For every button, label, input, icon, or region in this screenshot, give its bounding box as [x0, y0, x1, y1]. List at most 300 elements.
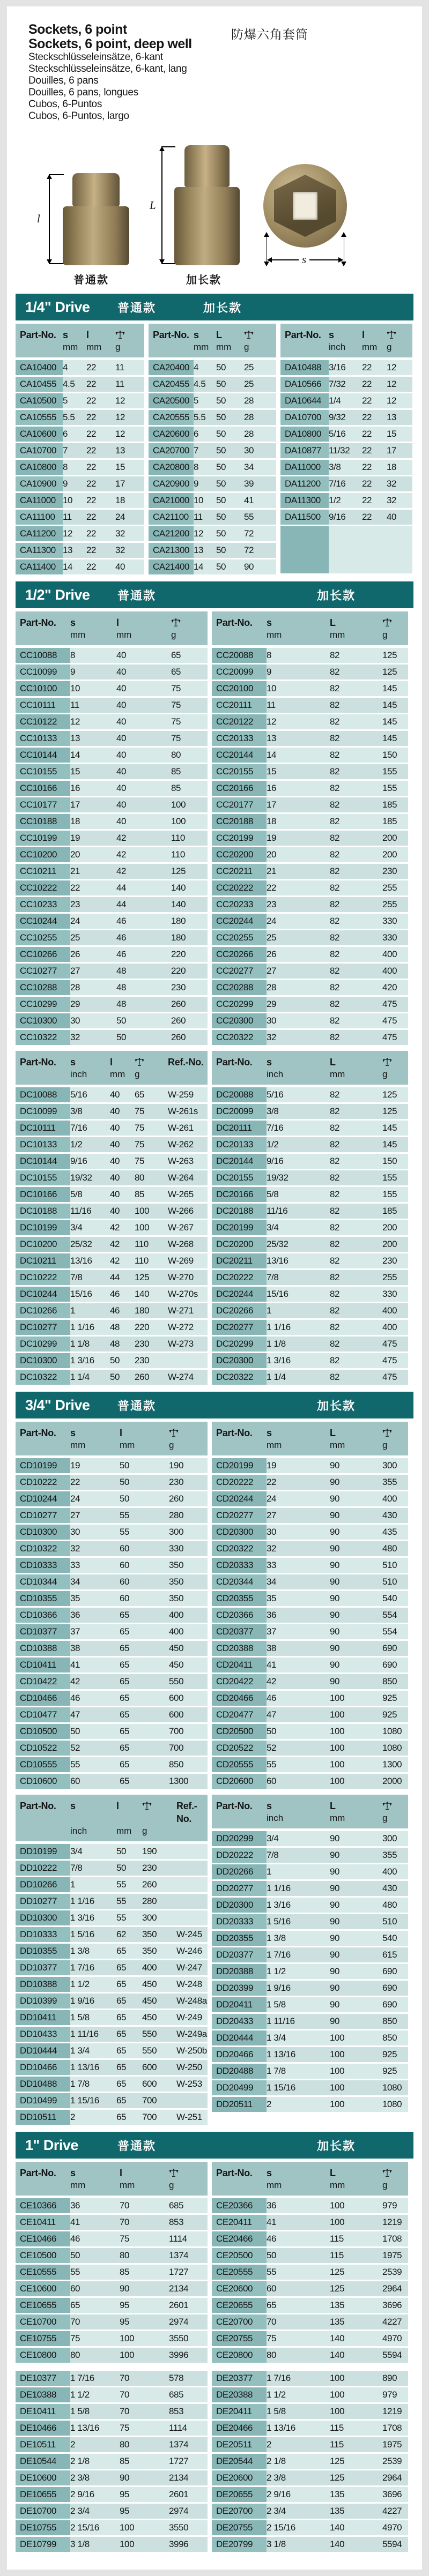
cell-value: 2974 [169, 2506, 189, 2516]
table-row [280, 377, 412, 392]
table-row [212, 2348, 408, 2363]
table-row [16, 377, 144, 392]
cell-value: 82 [330, 1189, 340, 1199]
cell-value: 20 [267, 849, 277, 860]
cell-value: 100 [120, 2333, 135, 2343]
table-row [16, 360, 144, 375]
title-fr-long: Douilles, 6 pans, longues [28, 87, 138, 98]
table-row [16, 2331, 208, 2346]
part-number: DC10300 [16, 1353, 70, 1368]
cell-value: 260 [171, 999, 186, 1009]
cell-value: 14 [194, 562, 204, 572]
cell-value: 50 [70, 2250, 80, 2260]
cell-value: 260 [171, 1016, 186, 1026]
column-header: Part-No. [216, 1428, 253, 1438]
cell-value: 400 [382, 1866, 397, 1877]
table-row [149, 543, 276, 558]
part-number: CE10555 [16, 2265, 70, 2280]
cell-value: 350 [169, 1593, 184, 1603]
part-number: CC20144 [212, 748, 267, 763]
cell-value: 1 7/16 [267, 1950, 291, 1960]
table-row [16, 797, 208, 812]
cell-value: 75 [135, 1139, 145, 1149]
column-header: Part-No. [216, 1057, 253, 1067]
cell-value: 65 [135, 1089, 145, 1100]
cell-value: 145 [382, 1139, 397, 1149]
part-number: DD20333 [212, 1914, 267, 1929]
part-number: CA21000 [149, 493, 194, 508]
column-unit [16, 2179, 70, 2191]
cell-value: 37 [267, 1626, 277, 1637]
cell-value: 1 1/16 [267, 1322, 291, 1332]
table-header [280, 324, 412, 357]
cell-value: 22 [362, 362, 372, 372]
part-number: DE10799 [16, 2537, 70, 2552]
cell-value: 65 [120, 1676, 130, 1686]
cell-value: 850 [169, 1759, 184, 1769]
part-number: CA21200 [149, 526, 194, 541]
cell-value: 36 [70, 2200, 80, 2211]
cell-value: 125 [382, 1106, 397, 1116]
table-row [212, 1137, 408, 1152]
cell-value: 44 [116, 883, 127, 893]
table-row [149, 526, 276, 541]
cell-value: 82 [330, 1372, 340, 1382]
cell-value: 82 [330, 1339, 340, 1349]
cell-value: 25 [244, 362, 254, 372]
cell-value: 50 [116, 1863, 127, 1873]
cell-value: 22 [86, 462, 97, 472]
cell-value: 60 [120, 1577, 130, 1587]
table-row [16, 2060, 208, 2075]
cell-value: 82 [330, 1139, 340, 1149]
cell-value: 9/16 [70, 1156, 87, 1166]
cell-value: 8 [194, 462, 199, 472]
cell-value: 42 [110, 1239, 120, 1249]
table-row [16, 2198, 208, 2213]
part-number: DE20544 [212, 2454, 267, 2469]
cell-value: 85 [171, 783, 181, 793]
parts-table [280, 324, 412, 575]
cell-value: 145 [382, 716, 397, 727]
cell-value: 9 [63, 479, 68, 489]
cell-value: 65 [116, 2062, 127, 2072]
cell-value: 82 [330, 949, 340, 959]
cell-value: 90 [330, 1510, 340, 1520]
part-number: CC10088 [16, 648, 70, 663]
part-number: DA10800 [280, 427, 329, 442]
cell-value: 1 [267, 1305, 272, 1316]
table-row [16, 930, 208, 945]
cell-value: 330 [382, 1289, 397, 1299]
cell-value: 80 [135, 1173, 145, 1183]
cell-value: 140 [330, 2333, 345, 2343]
cell-value: 50 [267, 2250, 277, 2260]
cell-value: 1 3/16 [267, 1900, 291, 1910]
table-row [212, 714, 408, 729]
part-number: DD20499 [212, 2080, 267, 2095]
cell-value: 1 1/2 [70, 1979, 90, 1989]
cell-value: 100 [135, 1206, 150, 1216]
table-row [16, 947, 208, 962]
cell-value: 7/8 [267, 1272, 279, 1282]
part-number: CD20522 [212, 1741, 267, 1756]
part-number: DD10444 [16, 2043, 70, 2058]
part-number: CC10233 [16, 897, 70, 912]
table-row [212, 1237, 408, 1252]
table-row [16, 1013, 208, 1028]
part-number: CC10111 [16, 698, 70, 713]
column-unit: mm [110, 1069, 125, 1079]
header-row [280, 328, 412, 341]
cell-value: 853 [169, 2217, 184, 2227]
cell-value: 50 [120, 1460, 130, 1470]
part-number: DC10211 [16, 1253, 70, 1268]
table-row [212, 2520, 408, 2535]
table-body [16, 1844, 208, 2125]
cell-value: 280 [142, 1896, 157, 1906]
part-number: CD10300 [16, 1525, 70, 1540]
cell-value: 145 [382, 1123, 397, 1133]
cell-value: 1 [70, 1305, 76, 1316]
cell-value: 13 [115, 445, 125, 456]
cell-value: 50 [216, 362, 226, 372]
cell-value: 90 [330, 1866, 340, 1877]
cell-value: 90 [330, 1983, 340, 1993]
part-number: CD20199 [212, 1458, 267, 1473]
cell-value: 2964 [382, 2283, 402, 2294]
cell-value: 9/32 [329, 412, 346, 422]
cell-value: 30 [267, 1016, 277, 1026]
cell-value: 22 [86, 562, 97, 572]
cell-value: 850 [382, 1676, 397, 1686]
cell-value: 100 [330, 2049, 345, 2059]
cell-value: 185 [382, 1206, 397, 1216]
cell-value: 40 [116, 683, 127, 693]
column-unit: g [169, 1440, 174, 1450]
cell-value: 15 [115, 462, 125, 472]
cell-value: 42 [110, 1256, 120, 1266]
cell-value: 2539 [382, 2267, 402, 2277]
part-number: DC20222 [212, 1270, 267, 1285]
cell-value: 82 [330, 667, 340, 677]
column-unit: mm [116, 630, 132, 640]
column-header: Ref.-No. [176, 1801, 197, 1824]
cell-value: 95 [120, 2489, 130, 2499]
table-row [212, 1591, 408, 1606]
part-number: DE10655 [16, 2487, 70, 2502]
cell-value: 37 [70, 1626, 80, 1637]
column-header: Part-No. [216, 1801, 253, 1811]
cell-value: 100 [330, 1776, 345, 1786]
cell-value: 5594 [382, 2350, 402, 2360]
cell-value: W-261s [168, 1106, 198, 1116]
table-row [16, 543, 144, 558]
table-row [212, 2437, 408, 2452]
table-row [16, 2281, 208, 2296]
cell-value: 65 [267, 2300, 277, 2310]
cell-value: 140 [135, 1289, 150, 1299]
cell-value: 350 [169, 1577, 184, 1587]
cell-value: 100 [330, 2373, 345, 2383]
part-number: CC10199 [16, 831, 70, 846]
table-row [280, 360, 412, 375]
table-row [16, 1237, 208, 1252]
cell-value: 90 [330, 1626, 340, 1637]
part-number: CC10288 [16, 980, 70, 995]
cell-value: 46 [110, 1305, 120, 1316]
variant-normal-label: 普通款 [117, 2139, 157, 2153]
cell-value: 82 [330, 833, 340, 843]
table-row [212, 2080, 408, 2095]
cell-value: 475 [382, 999, 397, 1009]
variant-normal-label: 普通款 [117, 588, 157, 602]
cell-value: 200 [382, 833, 397, 843]
cell-value: 28 [244, 429, 254, 439]
table-row [212, 1353, 408, 1368]
weight-scale-icon [115, 328, 144, 341]
cell-value: 50 [110, 1355, 120, 1365]
cell-value: 12 [267, 716, 277, 727]
column-unit [16, 341, 63, 353]
part-number: CE20600 [212, 2281, 267, 2296]
table-row [16, 1927, 208, 1942]
cell-value: 100 [120, 2522, 135, 2533]
part-number: CD10199 [16, 1458, 70, 1473]
cell-value: 100 [330, 1709, 345, 1720]
part-number: DD20222 [212, 1848, 267, 1863]
cell-value: 62 [116, 1929, 127, 1939]
cell-value: 11 [267, 700, 276, 710]
cell-value: 350 [169, 1560, 184, 1570]
cell-value: 24 [267, 1494, 277, 1504]
cell-value: 10 [267, 683, 277, 693]
table-row [212, 1574, 408, 1589]
cell-value: 100 [330, 2217, 345, 2227]
table-row [212, 2470, 408, 2485]
table-row [16, 1336, 208, 1352]
cell-value [176, 1910, 208, 1925]
cell-value: W-267 [168, 1222, 194, 1233]
cell-value: 70 [120, 2406, 130, 2416]
cell-value: 50 [116, 1846, 127, 1856]
table-row [212, 1674, 408, 1689]
cell-value: 1114 [169, 2234, 187, 2244]
table-row [212, 1220, 408, 1235]
column-unit: inch [267, 1069, 284, 1079]
cell-value: 3/8 [329, 462, 341, 472]
cell-value: 22 [86, 512, 97, 522]
cell-value: 12 [115, 395, 125, 406]
table-row [212, 1608, 408, 1623]
table-row [16, 1877, 208, 1892]
cell-value: 100 [330, 1743, 345, 1753]
table-row [16, 964, 208, 979]
part-number: DC20322 [212, 1370, 267, 1385]
cell-value: 115 [330, 2234, 344, 2244]
cell-value: 853 [169, 2406, 184, 2416]
cell-value: 90 [330, 1577, 340, 1587]
cell-value [176, 1877, 208, 1892]
cell-value: 55 [116, 1896, 127, 1906]
column-unit: g [387, 342, 392, 352]
part-number: CC10244 [16, 914, 70, 929]
cell-value: 8 [63, 462, 68, 472]
table-row [212, 2371, 408, 2386]
cell-value: W-251 [176, 2112, 202, 2122]
cell-value: 330 [169, 1543, 184, 1554]
cell-value: 1 3/4 [267, 2033, 286, 2043]
table-row [16, 714, 208, 729]
column-header: Part-No. [153, 330, 189, 340]
cell-value: 40 [110, 1139, 120, 1149]
cell-value: 17 [115, 479, 125, 489]
cell-value: 46 [70, 2234, 80, 2244]
cell-value: 1 15/16 [70, 2095, 99, 2105]
cell-value: 4227 [382, 2506, 402, 2516]
units-row [280, 341, 412, 353]
cell-value: 90 [330, 1494, 340, 1504]
cell-value: 82 [330, 999, 340, 1009]
cell-value: 110 [171, 833, 185, 843]
part-number: CC20177 [212, 797, 267, 812]
cell-value: 40 [110, 1106, 120, 1116]
cell-value: 90 [330, 1643, 340, 1653]
table-body [280, 360, 412, 573]
table-row [212, 648, 408, 663]
cell-value: 475 [382, 1016, 397, 1026]
cell-value: 50 [216, 512, 226, 522]
column-unit: mm [120, 2180, 135, 2190]
cell-value [176, 1861, 208, 1876]
cell-value: 82 [330, 1322, 340, 1332]
cell-value: 685 [169, 2200, 184, 2211]
cell-value: 14 [70, 750, 80, 760]
table-row [16, 1270, 208, 1285]
part-number: DC10099 [16, 1104, 70, 1119]
table-row [16, 980, 208, 995]
cell-value: 11 [70, 700, 79, 710]
parts-table [212, 1795, 408, 2114]
cell-value: 55 [70, 1759, 80, 1769]
cell-value: 260 [171, 1032, 186, 1042]
cell-value: 90 [330, 1999, 340, 2010]
cell-value: 600 [142, 2079, 157, 2089]
cell-value: 32 [267, 1032, 277, 1042]
table-row [16, 2487, 208, 2502]
column-unit: g [382, 2180, 388, 2190]
cell-value: 65 [116, 2029, 127, 2039]
cell-value: 25/32 [70, 1239, 92, 1249]
cell-value: 2 [70, 2439, 76, 2450]
table-row [16, 1657, 208, 1672]
part-number: DC10266 [16, 1303, 70, 1318]
table-band [16, 324, 413, 576]
part-number: CC10222 [16, 880, 70, 895]
cell-value: 140 [171, 883, 186, 893]
part-number: DC20266 [212, 1303, 267, 1318]
part-number: CC10322 [16, 1030, 70, 1045]
cell-value: 82 [330, 1206, 340, 1216]
part-number: CD10466 [16, 1691, 70, 1706]
table-row [212, 2030, 408, 2045]
part-number: DE10600 [16, 2470, 70, 2485]
units-row [212, 2179, 408, 2191]
table-row [280, 510, 412, 525]
drive-section [16, 581, 413, 1386]
cell-value: 12 [387, 362, 397, 372]
part-number: DA11200 [280, 476, 329, 491]
cell-value: 82 [330, 683, 340, 693]
cell-value: 29 [267, 999, 277, 1009]
cell-value: 80 [267, 2350, 277, 2360]
table-row [212, 1997, 408, 2012]
cell-value: 220 [171, 966, 186, 976]
cell-value: 82 [330, 1032, 340, 1042]
table-band [16, 611, 413, 1047]
cell-value: 82 [330, 700, 340, 710]
cell-value: 2134 [169, 2283, 189, 2294]
cell-value: 50 [216, 445, 226, 456]
part-number: CC20111 [212, 698, 267, 713]
column-unit [168, 1069, 208, 1080]
cell-value: 1374 [169, 2439, 189, 2450]
part-number: CE20700 [212, 2314, 267, 2329]
part-number: DD10277 [16, 1894, 70, 1909]
cell-value: 82 [330, 849, 340, 860]
cell-value: 18 [267, 816, 277, 826]
cell-value: 400 [382, 949, 397, 959]
cell-value: 1 13/16 [70, 2423, 99, 2433]
table-row [16, 2348, 208, 2363]
part-number: CC10166 [16, 781, 70, 796]
part-number: DD10355 [16, 1944, 70, 1959]
title-block [16, 15, 413, 124]
cell-value: 1 5/8 [70, 2012, 90, 2022]
part-number: DC20088 [212, 1087, 267, 1102]
part-number: DD10499 [16, 2093, 70, 2108]
cell-value: 925 [382, 2066, 397, 2076]
cell-value: 22 [86, 379, 97, 389]
part-number: DD20300 [212, 1898, 267, 1913]
cell-value: 1 1/2 [267, 1966, 286, 1976]
cell-value: 65 [116, 2079, 127, 2089]
cell-value: 40 [116, 783, 127, 793]
column-header: Part-No. [20, 330, 56, 340]
part-number: CD10422 [16, 1674, 70, 1689]
cell-value: W-248 [176, 1979, 202, 1989]
table-body [212, 1831, 408, 2112]
cell-value: 5/16 [329, 429, 346, 439]
cell-value: W-247 [176, 1962, 202, 1973]
table-row [212, 1881, 408, 1896]
cell-value: 24 [70, 1494, 80, 1504]
table-band [16, 1422, 413, 1790]
cell-value: 450 [142, 1979, 157, 1989]
table-row [16, 2215, 208, 2230]
column-unit [16, 629, 70, 641]
part-number: CE10366 [16, 2198, 70, 2213]
part-number: DA10877 [280, 443, 329, 458]
cell-value: 700 [169, 1743, 184, 1753]
cell-value: 36 [267, 1610, 277, 1620]
cell-value: 75 [267, 2333, 277, 2343]
part-number: CA10900 [16, 476, 63, 491]
cell-value: 40 [116, 650, 127, 660]
variant-long-label: 加长款 [317, 588, 356, 602]
part-number: DD10411 [16, 2010, 70, 2025]
cell-value: 475 [382, 1339, 397, 1349]
